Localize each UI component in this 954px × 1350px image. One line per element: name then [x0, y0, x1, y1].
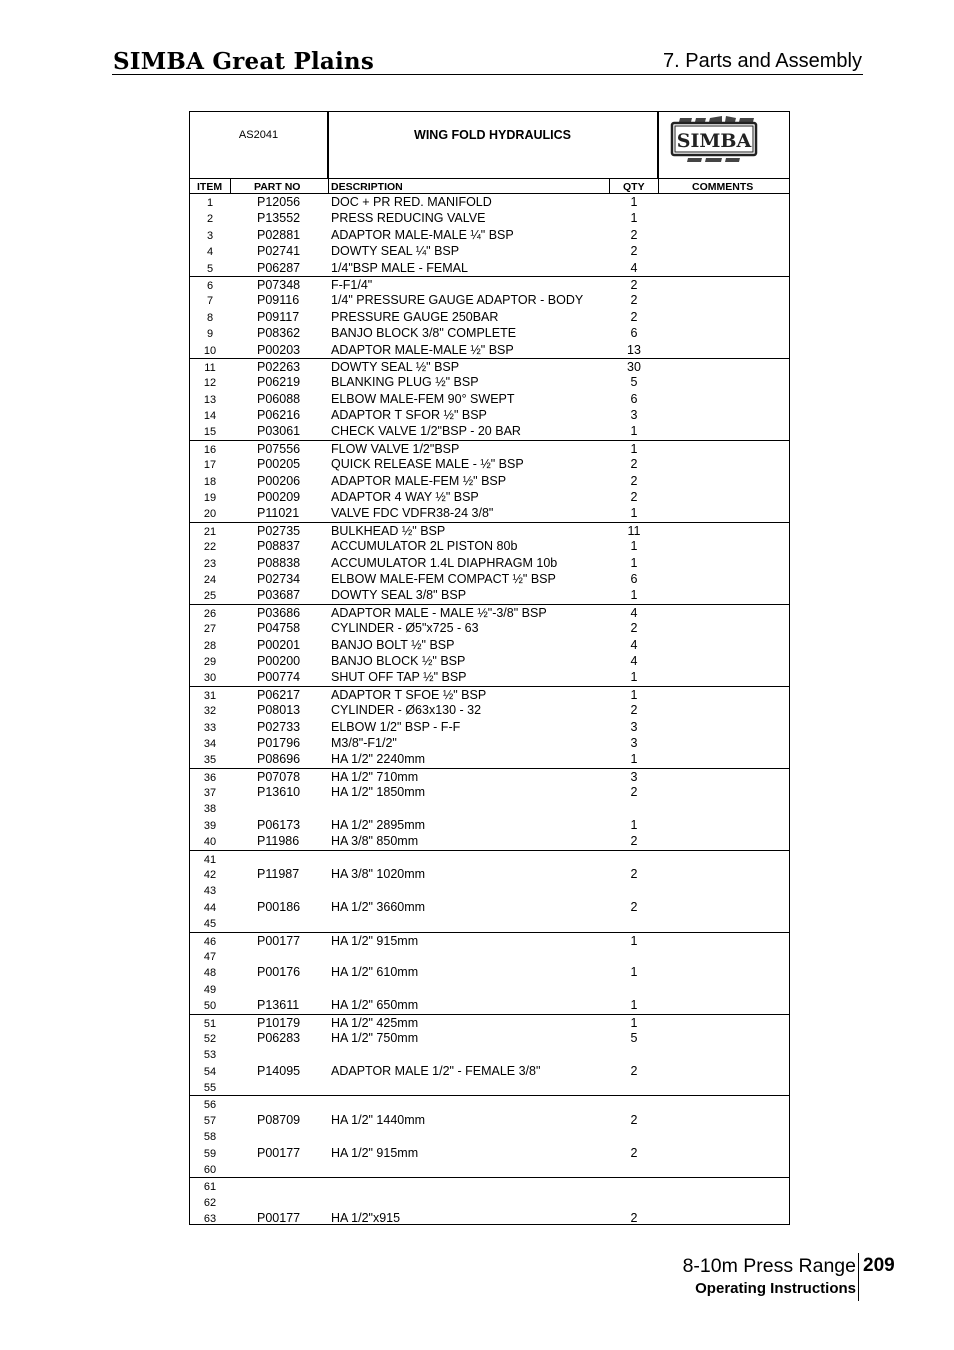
- item-number: 41: [203, 853, 217, 866]
- part-number: P02741: [257, 244, 301, 259]
- table-row: [190, 309, 789, 325]
- part-number: P11987: [257, 867, 300, 882]
- part-description: ADAPTOR MALE 1/2" - FEMALE 3/8": [331, 1063, 541, 1078]
- item-number: 23: [203, 557, 217, 570]
- part-description: 1/4" PRESSURE GAUGE ADAPTOR - BODY: [331, 293, 584, 308]
- table-row: [190, 1046, 789, 1062]
- part-number: P08013: [257, 703, 301, 718]
- part-qty: 1: [630, 441, 638, 456]
- part-description: 1/4"BSP MALE - FEMAL: [331, 260, 468, 275]
- table-row: [190, 292, 789, 308]
- part-qty: 2: [630, 1145, 638, 1160]
- part-number: P02735: [257, 523, 301, 538]
- item-number: 38: [203, 803, 217, 816]
- part-description: M3/8"-F1/2": [331, 735, 397, 750]
- part-description: HA 1/2" 1440mm: [331, 1112, 426, 1127]
- part-number: P00176: [257, 965, 301, 980]
- item-number: 5: [206, 262, 214, 275]
- part-number: P00206: [257, 473, 301, 488]
- part-qty: 5: [630, 1030, 638, 1045]
- item-number: 62: [203, 1196, 217, 1209]
- part-description: PRESSURE GAUGE 250BAR: [331, 309, 499, 324]
- item-number: 27: [203, 623, 217, 636]
- part-qty: 1: [630, 211, 638, 226]
- item-number: 35: [203, 754, 217, 767]
- part-description: BANJO BOLT ½" BSP: [331, 637, 455, 652]
- table-row: [190, 1112, 789, 1128]
- col-part-no-header: PART NO: [254, 181, 301, 193]
- table-row: [190, 719, 789, 735]
- item-number: 40: [203, 836, 217, 849]
- item-number: 15: [203, 426, 217, 439]
- part-description: BULKHEAD ½" BSP: [331, 523, 446, 538]
- item-number: 50: [203, 1000, 217, 1013]
- part-qty: 3: [630, 735, 638, 750]
- table-row: [190, 358, 789, 374]
- item-number: 12: [203, 377, 217, 390]
- part-number: P03686: [257, 605, 301, 620]
- part-qty: 2: [630, 244, 638, 259]
- part-description: ADAPTOR MALE-FEM ½" BSP: [331, 473, 507, 488]
- item-number: 10: [203, 344, 217, 357]
- item-number: 36: [203, 771, 217, 784]
- part-number: P02734: [257, 571, 301, 586]
- item-number: 9: [206, 328, 214, 341]
- part-qty: 2: [630, 490, 638, 505]
- table-row: [190, 669, 789, 685]
- table-row: [190, 1145, 789, 1161]
- part-number: P13552: [257, 211, 301, 226]
- table-row: [190, 948, 789, 964]
- col-description-header: DESCRIPTION: [331, 181, 403, 193]
- part-qty: 6: [630, 391, 638, 406]
- part-description: PRESS REDUCING VALVE: [331, 211, 486, 226]
- part-qty: 1: [630, 752, 638, 767]
- part-number: P00177: [257, 1145, 301, 1160]
- item-number: 1: [206, 197, 214, 209]
- part-description: ADAPTOR MALE-MALE ¼" BSP: [331, 227, 514, 242]
- table-row: [190, 702, 789, 718]
- part-description: DOWTY SEAL ½" BSP: [331, 359, 460, 374]
- item-number: 20: [203, 508, 217, 521]
- logo-text: SIMBA: [676, 130, 752, 152]
- part-qty: 1: [630, 195, 638, 209]
- item-number: 32: [203, 705, 217, 718]
- part-description: F-F1/4": [331, 277, 373, 292]
- table-row: [190, 1063, 789, 1079]
- part-number: P00177: [257, 933, 301, 948]
- part-number: P06173: [257, 817, 301, 832]
- part-description: ADAPTOR MALE - MALE ½"-3/8" BSP: [331, 605, 547, 620]
- part-qty: 1: [630, 965, 638, 980]
- part-number: P13610: [257, 785, 301, 800]
- table-row: [190, 735, 789, 751]
- part-number: P07078: [257, 769, 301, 784]
- part-number: P07556: [257, 441, 301, 456]
- table-row: [190, 686, 789, 702]
- part-qty: 1: [630, 687, 638, 702]
- table-row: [190, 587, 789, 603]
- table-row: [190, 1079, 789, 1095]
- table-row: [190, 1210, 789, 1226]
- table-row: [190, 473, 789, 489]
- item-number: 26: [203, 607, 217, 620]
- item-number: 4: [206, 246, 214, 259]
- item-number: 16: [203, 443, 217, 456]
- item-number: 52: [203, 1032, 217, 1045]
- part-qty: 2: [630, 867, 638, 882]
- part-qty: 13: [627, 342, 641, 357]
- part-number: P11021: [257, 506, 300, 521]
- part-qty: 2: [630, 309, 638, 324]
- table-row: [190, 505, 789, 521]
- item-number: 2: [206, 213, 214, 226]
- parts-sheet: [189, 111, 790, 1225]
- part-qty: 1: [630, 998, 638, 1013]
- part-number: P07348: [257, 277, 301, 292]
- part-description: ADAPTOR T SFOR ½" BSP: [331, 408, 487, 423]
- part-qty: 6: [630, 326, 638, 341]
- item-number: 19: [203, 492, 217, 505]
- item-number: 25: [203, 590, 217, 603]
- table-row: [190, 932, 789, 948]
- part-number: P00205: [257, 457, 301, 472]
- sheet-title-row: [190, 112, 789, 178]
- part-qty: 2: [630, 277, 638, 292]
- part-description: BLANKING PLUG ½" BSP: [331, 375, 479, 390]
- part-qty: 1: [630, 506, 638, 521]
- part-number: P00774: [257, 670, 301, 685]
- item-number: 22: [203, 541, 217, 554]
- item-number: 56: [203, 1099, 217, 1112]
- part-qty: 1: [630, 670, 638, 685]
- part-description: CYLINDER - Ø5"x725 - 63: [331, 621, 479, 636]
- col-qty-header: QTY: [623, 181, 645, 193]
- part-description: SHUT OFF TAP ½" BSP: [331, 670, 467, 685]
- part-description: HA 1/2" 2240mm: [331, 752, 426, 767]
- part-number: P08838: [257, 555, 301, 570]
- part-number: P06219: [257, 375, 301, 390]
- item-number: 17: [203, 459, 217, 472]
- part-description: ELBOW MALE-FEM COMPACT ½" BSP: [331, 571, 556, 586]
- column-headers: [190, 178, 789, 194]
- part-description: BANJO BLOCK ½" BSP: [331, 653, 466, 668]
- table-row: [190, 1128, 789, 1144]
- part-number: P12056: [257, 195, 301, 209]
- part-number: P02733: [257, 719, 301, 734]
- table-row: [190, 276, 789, 292]
- part-qty: 2: [630, 227, 638, 242]
- item-number: 51: [203, 1017, 217, 1030]
- item-number: 53: [203, 1049, 217, 1062]
- part-number: P00186: [257, 899, 301, 914]
- table-row: [190, 882, 789, 898]
- item-number: 46: [203, 935, 217, 948]
- item-number: 48: [203, 967, 217, 980]
- part-qty: 1: [630, 539, 638, 554]
- table-row: [190, 423, 789, 439]
- part-description: ACCUMULATOR 2L PISTON 80b: [331, 539, 518, 554]
- part-description: HA 1/2" 710mm: [331, 769, 419, 784]
- part-number: P04758: [257, 621, 301, 636]
- part-number: P08709: [257, 1112, 301, 1127]
- part-qty: 5: [630, 375, 638, 390]
- page-number: 209: [863, 1255, 895, 1276]
- table-row: [190, 1095, 789, 1111]
- table-row: [190, 210, 789, 226]
- part-number: P09116: [257, 293, 300, 308]
- part-description: BANJO BLOCK 3/8" COMPLETE: [331, 326, 517, 341]
- table-row: [190, 374, 789, 390]
- part-qty: 2: [630, 457, 638, 472]
- item-number: 60: [203, 1164, 217, 1177]
- part-description: ADAPTOR MALE-MALE ½" BSP: [331, 342, 514, 357]
- item-number: 14: [203, 410, 217, 423]
- part-number: P06088: [257, 391, 301, 406]
- part-qty: 2: [630, 785, 638, 800]
- assembly-code: AS2041: [190, 112, 328, 178]
- item-number: 7: [206, 295, 214, 308]
- table-row: [190, 456, 789, 472]
- assembly-title: WING FOLD HYDRAULICS: [328, 112, 658, 178]
- item-number: 43: [203, 885, 217, 898]
- part-number: P00201: [257, 637, 301, 652]
- part-description: HA 1/2" 650mm: [331, 998, 419, 1013]
- header-rule: [112, 74, 863, 75]
- table-row: [190, 407, 789, 423]
- table-row: [190, 800, 789, 816]
- part-description: HA 1/2" 3660mm: [331, 899, 426, 914]
- part-number: P00209: [257, 490, 301, 505]
- item-number: 28: [203, 639, 217, 652]
- table-row: [190, 866, 789, 882]
- table-row: [190, 194, 789, 210]
- part-description: ADAPTOR T SFOE ½" BSP: [331, 687, 487, 702]
- item-number: 42: [203, 869, 217, 882]
- table-row: [190, 538, 789, 554]
- item-number: 44: [203, 901, 217, 914]
- item-number: 24: [203, 573, 217, 586]
- part-description: DOWTY SEAL ¼" BSP: [331, 244, 460, 259]
- part-qty: 1: [630, 588, 638, 603]
- part-qty: 2: [630, 473, 638, 488]
- part-number: P08837: [257, 539, 301, 554]
- part-qty: 2: [630, 621, 638, 636]
- part-number: P00203: [257, 342, 301, 357]
- brand-title: SIMBA Great Plains: [113, 48, 374, 75]
- table-row: [190, 850, 789, 866]
- part-number: P03687: [257, 588, 301, 603]
- table-row: [190, 997, 789, 1013]
- table-row: [190, 1161, 789, 1177]
- item-number: 59: [203, 1147, 217, 1160]
- part-qty: 2: [630, 703, 638, 718]
- footer-subtitle: Operating Instructions: [695, 1280, 856, 1297]
- part-qty: 1: [630, 933, 638, 948]
- item-number: 55: [203, 1082, 217, 1095]
- part-qty: 2: [630, 1211, 638, 1226]
- part-number: P06217: [257, 687, 301, 702]
- table-row: [190, 1030, 789, 1046]
- part-qty: 3: [630, 719, 638, 734]
- table-row: [190, 1194, 789, 1210]
- part-qty: 2: [630, 834, 638, 849]
- table-row: [190, 915, 789, 931]
- item-number: 8: [206, 311, 214, 324]
- part-description: HA 1/2" 1850mm: [331, 785, 426, 800]
- part-description: HA 1/2" 915mm: [331, 933, 419, 948]
- simba-logo-icon: [658, 112, 789, 178]
- part-number: P13611: [257, 998, 300, 1013]
- item-number: 63: [203, 1213, 217, 1226]
- parts-table-body: [190, 194, 789, 1227]
- part-description: HA 1/2"x915: [331, 1211, 401, 1226]
- part-description: DOC + PR RED. MANIFOLD: [331, 195, 492, 209]
- part-number: P06216: [257, 408, 301, 423]
- item-number: 11: [204, 361, 216, 374]
- part-qty: 11: [627, 523, 641, 538]
- table-row: [190, 243, 789, 259]
- table-row: [190, 522, 789, 538]
- part-description: CYLINDER - Ø63x130 - 32: [331, 703, 482, 718]
- item-number: 57: [203, 1114, 217, 1127]
- part-description: ELBOW MALE-FEM 90° SWEPT: [331, 391, 515, 406]
- part-qty: 2: [630, 899, 638, 914]
- part-description: HA 1/2" 915mm: [331, 1145, 419, 1160]
- table-row: [190, 768, 789, 784]
- item-number: 33: [203, 721, 217, 734]
- part-qty: 4: [630, 653, 638, 668]
- part-number: P06287: [257, 260, 301, 275]
- table-row: [190, 620, 789, 636]
- part-number: P02263: [257, 359, 301, 374]
- part-number: P02881: [257, 227, 301, 242]
- part-description: QUICK RELEASE MALE - ½" BSP: [331, 457, 524, 472]
- table-row: [190, 555, 789, 571]
- item-number: 37: [203, 787, 217, 800]
- table-row: [190, 817, 789, 833]
- part-qty: 2: [630, 293, 638, 308]
- part-qty: 3: [630, 408, 638, 423]
- table-row: [190, 1014, 789, 1030]
- part-description: ELBOW 1/2" BSP - F-F: [331, 719, 461, 734]
- part-number: P08362: [257, 326, 301, 341]
- table-row: [190, 833, 789, 849]
- col-item-header: ITEM: [197, 181, 223, 193]
- part-number: P00177: [257, 1211, 301, 1226]
- table-row: [190, 653, 789, 669]
- part-description: ADAPTOR 4 WAY ½" BSP: [331, 490, 479, 505]
- part-qty: 1: [630, 424, 638, 439]
- part-description: FLOW VALVE 1/2"BSP: [331, 441, 460, 456]
- item-number: 34: [203, 737, 217, 750]
- part-qty: 30: [627, 359, 641, 374]
- part-description: HA 3/8" 1020mm: [331, 867, 426, 882]
- table-row: [190, 899, 789, 915]
- table-row: [190, 325, 789, 341]
- footer-range: 8-10m Press Range: [682, 1255, 856, 1277]
- part-qty: 3: [630, 769, 638, 784]
- table-row: [190, 489, 789, 505]
- part-qty: 4: [630, 637, 638, 652]
- part-description: HA 1/2" 750mm: [331, 1030, 419, 1045]
- part-qty: 2: [630, 1112, 638, 1127]
- item-number: 30: [203, 672, 217, 685]
- table-row: [190, 260, 789, 276]
- part-number: P14095: [257, 1063, 301, 1078]
- simba-logo: [658, 112, 789, 178]
- part-qty: 4: [630, 605, 638, 620]
- part-number: P11986: [257, 834, 300, 849]
- part-number: P10179: [257, 1015, 301, 1030]
- part-description: HA 1/2" 425mm: [331, 1015, 419, 1030]
- item-number: 29: [203, 655, 217, 668]
- part-description: ACCUMULATOR 1.4L DIAPHRAGM 10b: [331, 555, 558, 570]
- item-number: 54: [203, 1065, 217, 1078]
- part-description: DOWTY SEAL 3/8" BSP: [331, 588, 467, 603]
- table-row: [190, 751, 789, 767]
- part-number: P06283: [257, 1030, 301, 1045]
- part-number: P03061: [257, 424, 301, 439]
- item-number: 21: [203, 525, 217, 538]
- part-qty: 6: [630, 571, 638, 586]
- col-comments-header: COMMENTS: [692, 181, 754, 193]
- table-row: [190, 637, 789, 653]
- item-number: 13: [203, 393, 217, 406]
- part-qty: 1: [630, 555, 638, 570]
- table-row: [190, 571, 789, 587]
- part-qty: 4: [630, 260, 638, 275]
- part-number: P08696: [257, 752, 301, 767]
- table-row: [190, 964, 789, 980]
- part-description: HA 1/2" 610mm: [331, 965, 419, 980]
- item-number: 58: [203, 1131, 217, 1144]
- item-number: 49: [203, 983, 217, 996]
- part-number: P00200: [257, 653, 301, 668]
- table-row: [190, 784, 789, 800]
- item-number: 39: [203, 819, 217, 832]
- part-description: CHECK VALVE 1/2"BSP - 20 BAR: [331, 424, 521, 439]
- part-number: P09117: [257, 309, 300, 324]
- table-row: [190, 1177, 789, 1193]
- item-number: 18: [203, 475, 217, 488]
- item-number: 61: [203, 1181, 217, 1194]
- item-number: 6: [206, 279, 214, 292]
- part-description: HA 1/2" 2895mm: [331, 817, 426, 832]
- part-qty: 1: [630, 817, 638, 832]
- table-row: [190, 342, 789, 358]
- item-number: 45: [203, 918, 217, 931]
- section-title: 7. Parts and Assembly: [663, 50, 862, 72]
- table-row: [190, 604, 789, 620]
- item-number: 47: [203, 950, 217, 963]
- table-row: [190, 227, 789, 243]
- item-number: 3: [206, 229, 214, 242]
- item-number: 31: [203, 689, 217, 702]
- footer-divider: [858, 1253, 859, 1301]
- table-row: [190, 391, 789, 407]
- part-number: P01796: [257, 735, 301, 750]
- table-row: [190, 981, 789, 997]
- part-description: VALVE FDC VDFR38-24 3/8": [331, 506, 494, 521]
- table-row: [190, 440, 789, 456]
- part-qty: 2: [630, 1063, 638, 1078]
- part-description: HA 3/8" 850mm: [331, 834, 419, 849]
- part-qty: 1: [630, 1015, 638, 1030]
